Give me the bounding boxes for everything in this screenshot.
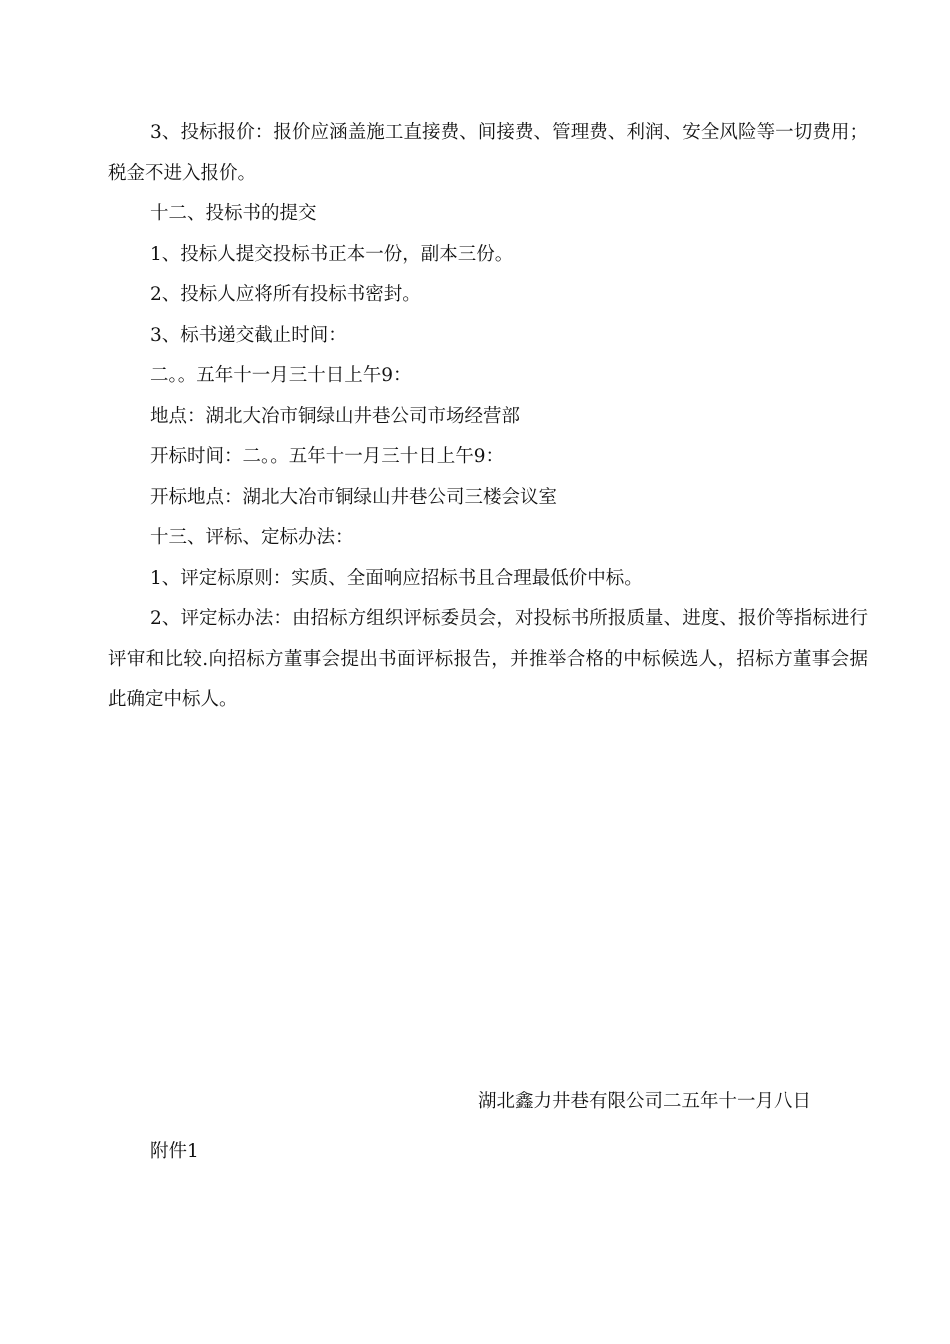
heading-bid-submission: 十二、投标书的提交 [150, 203, 317, 224]
signature-line: 湖北鑫力井巷有限公司二五年十一月八日 [478, 1091, 812, 1112]
paragraph-evaluation-procedure: 2、评定标办法：由招标方组织评标委员会，对投标书所报质量、进度、报价等指标进行评审和比较.向招标方董事会提出书面评标报告，并推举合格的中标候选人，招标方董事会据此确定中标人。 [108, 608, 868, 710]
paragraph-opening-location: 开标地点：湖北大冶市铜绿山井巷公司三楼会议室 [150, 486, 558, 508]
paragraph-opening-time: 开标时间：二。。五年十一月三十日上午9： [150, 446, 505, 467]
paragraph-submit-copies: 1、投标人提交投标书正本一份，副本三份。 [150, 243, 514, 265]
paragraph-location: 地点：湖北大冶市铜绿山井巷公司市场经营部 [150, 405, 521, 427]
attachment-label: 附件1 [150, 1141, 199, 1162]
document-body [108, 113, 868, 721]
paragraph-evaluation-principle: 1、评定标原则：实质、全面响应招标书且合理最低价中标。 [150, 567, 643, 589]
heading-evaluation-method: 十三、评标、定标办法： [150, 527, 354, 548]
paragraph-bid-quote: 3、投标报价：报价应涵盖施工直接费、间接费、管理费、利润、安全风险等一切费用；税金不进入报价。 [108, 122, 868, 184]
paragraph-deadline-label: 3、标书递交截止时间： [150, 324, 347, 346]
paragraph-deadline-time: 二。。五年十一月三十日上午9： [150, 365, 412, 386]
paragraph-seal-bids: 2、投标人应将所有投标书密封。 [150, 284, 421, 305]
